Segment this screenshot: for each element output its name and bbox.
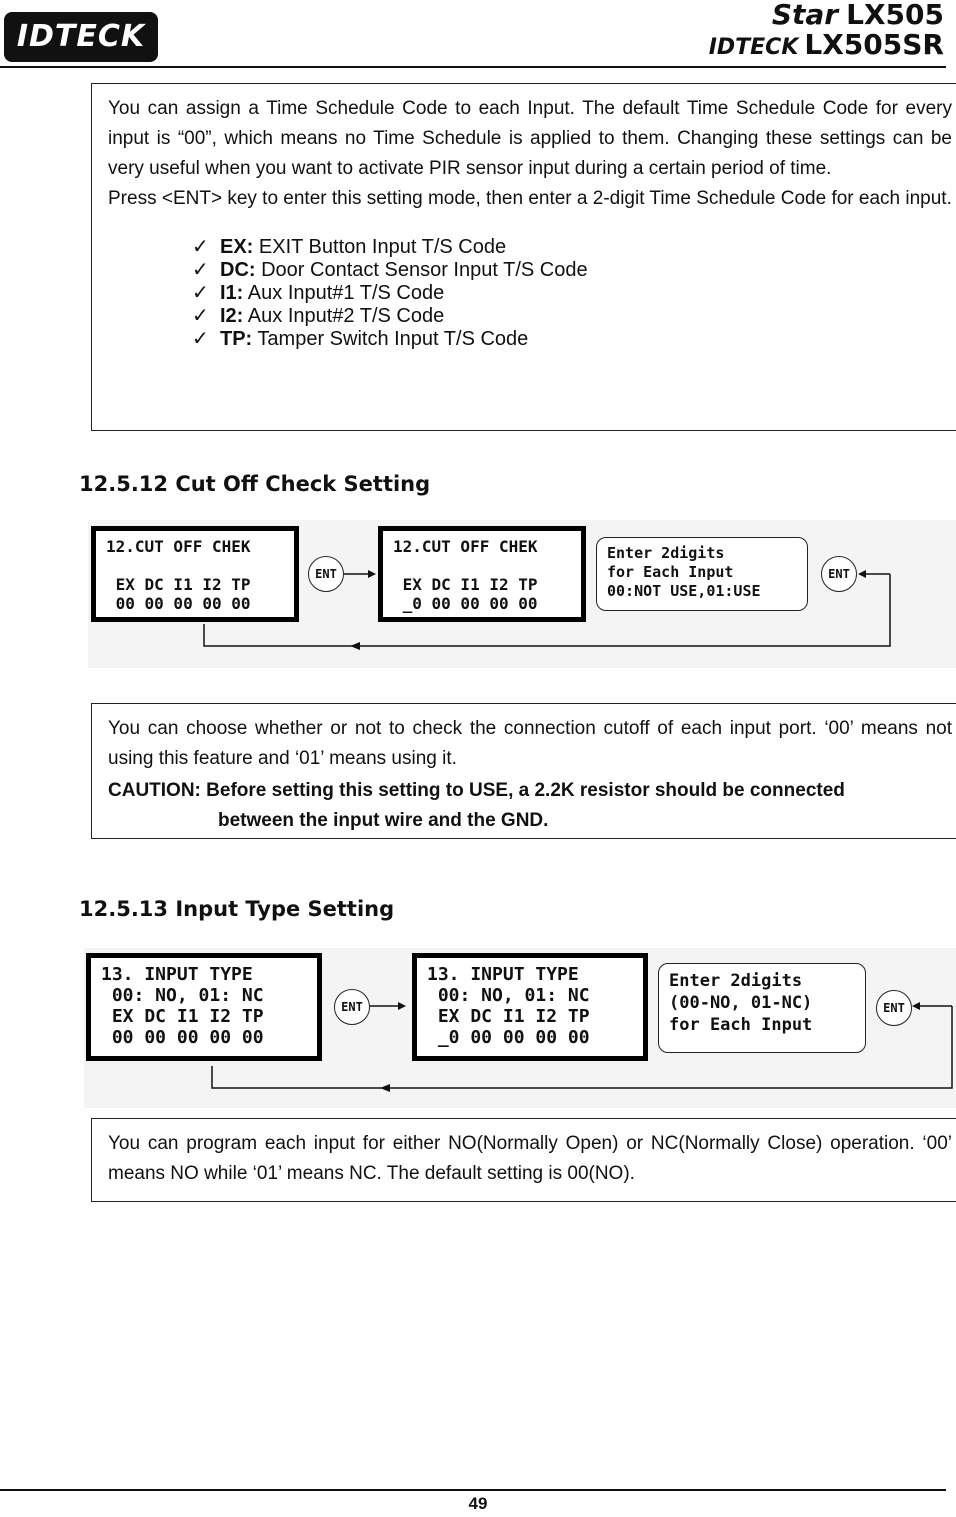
time-schedule-box [91, 83, 956, 431]
lcd-screen-initial: 13. INPUT TYPE 00: NO, 01: NC EX DC I1 I2 TP 00 00 00 00 00 [86, 953, 322, 1061]
idteck-logo: IDTECK [4, 12, 158, 62]
cut-off-description: You can choose whether or not to check the connection cutoff of each input port. ‘00’ means not using this feature and ‘01’ means using it. [108, 718, 952, 769]
input-type-description-box [91, 1118, 956, 1202]
list-item: ✓ EX: EXIT Button Input T/S Code [192, 236, 507, 258]
cut-off-description-box [91, 703, 956, 839]
ent-key-icon: ENT [308, 556, 344, 592]
list-item: ✓ I2: Aux Input#2 T/S Code [192, 305, 445, 327]
flow-arrows [200, 990, 956, 1100]
list-item: ✓ I1: Aux Input#1 T/S Code [192, 282, 445, 304]
lcd-screen-editing: 12.CUT OFF CHEK EX DC I1 I2 TP _0 00 00 00 00 [378, 526, 586, 622]
checkmark-icon: ✓ [192, 236, 209, 258]
page-number: 49 [468, 1494, 488, 1513]
checkmark-icon: ✓ [192, 282, 209, 304]
instruction-bubble: Enter 2digits (00-NO, 01-NC) for Each Input [658, 963, 866, 1053]
ent-key-icon: ENT [876, 990, 912, 1026]
flow-arrows [190, 560, 910, 660]
brand-model-2: LX505SR [804, 28, 944, 61]
list-item: ✓ DC: Door Contact Sensor Input T/S Code [192, 259, 588, 281]
brand-mini-logo: IDTECK [708, 35, 799, 60]
product-brand [709, 0, 944, 63]
lcd-screen-editing: 13. INPUT TYPE 00: NO, 01: NC EX DC I1 I2 TP _0 00 00 00 00 [412, 953, 648, 1061]
brand-star: Star [771, 0, 839, 31]
ent-key-icon: ENT [334, 989, 370, 1025]
input-code-list [192, 236, 952, 351]
brand-model-1: LX505 [846, 0, 944, 31]
checkmark-icon: ✓ [192, 328, 209, 350]
caution-note: CAUTION: Before setting this setting to USE, a 2.2K resistor should be connected between the input wire and the GND. [108, 780, 845, 831]
lcd-screen-initial: 12.CUT OFF CHEK EX DC I1 I2 TP 00 00 00 00 00 [91, 526, 299, 622]
instruction-bubble: Enter 2digits for Each Input 00:NOT USE,01:USE [596, 537, 808, 611]
footer-divider [0, 1489, 946, 1491]
ent-key-icon: ENT [821, 556, 857, 592]
checkmark-icon: ✓ [192, 305, 209, 327]
intro-paragraph-2: Press <ENT> key to enter this setting mode, then enter a 2-digit Time Schedule Code for each input. [108, 188, 952, 209]
list-item: ✓ TP: Tamper Switch Input T/S Code [192, 328, 529, 350]
input-type-description: You can program each input for either NO(Normally Open) or NC(Normally Close) operation. ‘00’ means NO while ‘01’ means NC. The default setting is 00(NO). [108, 1133, 952, 1184]
checkmark-icon: ✓ [192, 259, 209, 281]
intro-paragraph-1: You can assign a Time Schedule Code to each Input. The default Time Schedule Code for every input is “00”, which means no Time Schedule is applied to them. Changing these settings can be very useful when you want to activate PIR sensor input during a certain period of time. [108, 98, 952, 179]
section-heading-input-type: 12.5.13 Input Type Setting [79, 897, 395, 921]
header-divider [0, 66, 946, 68]
section-heading-cut-off: 12.5.12 Cut Off Check Setting [79, 472, 431, 496]
